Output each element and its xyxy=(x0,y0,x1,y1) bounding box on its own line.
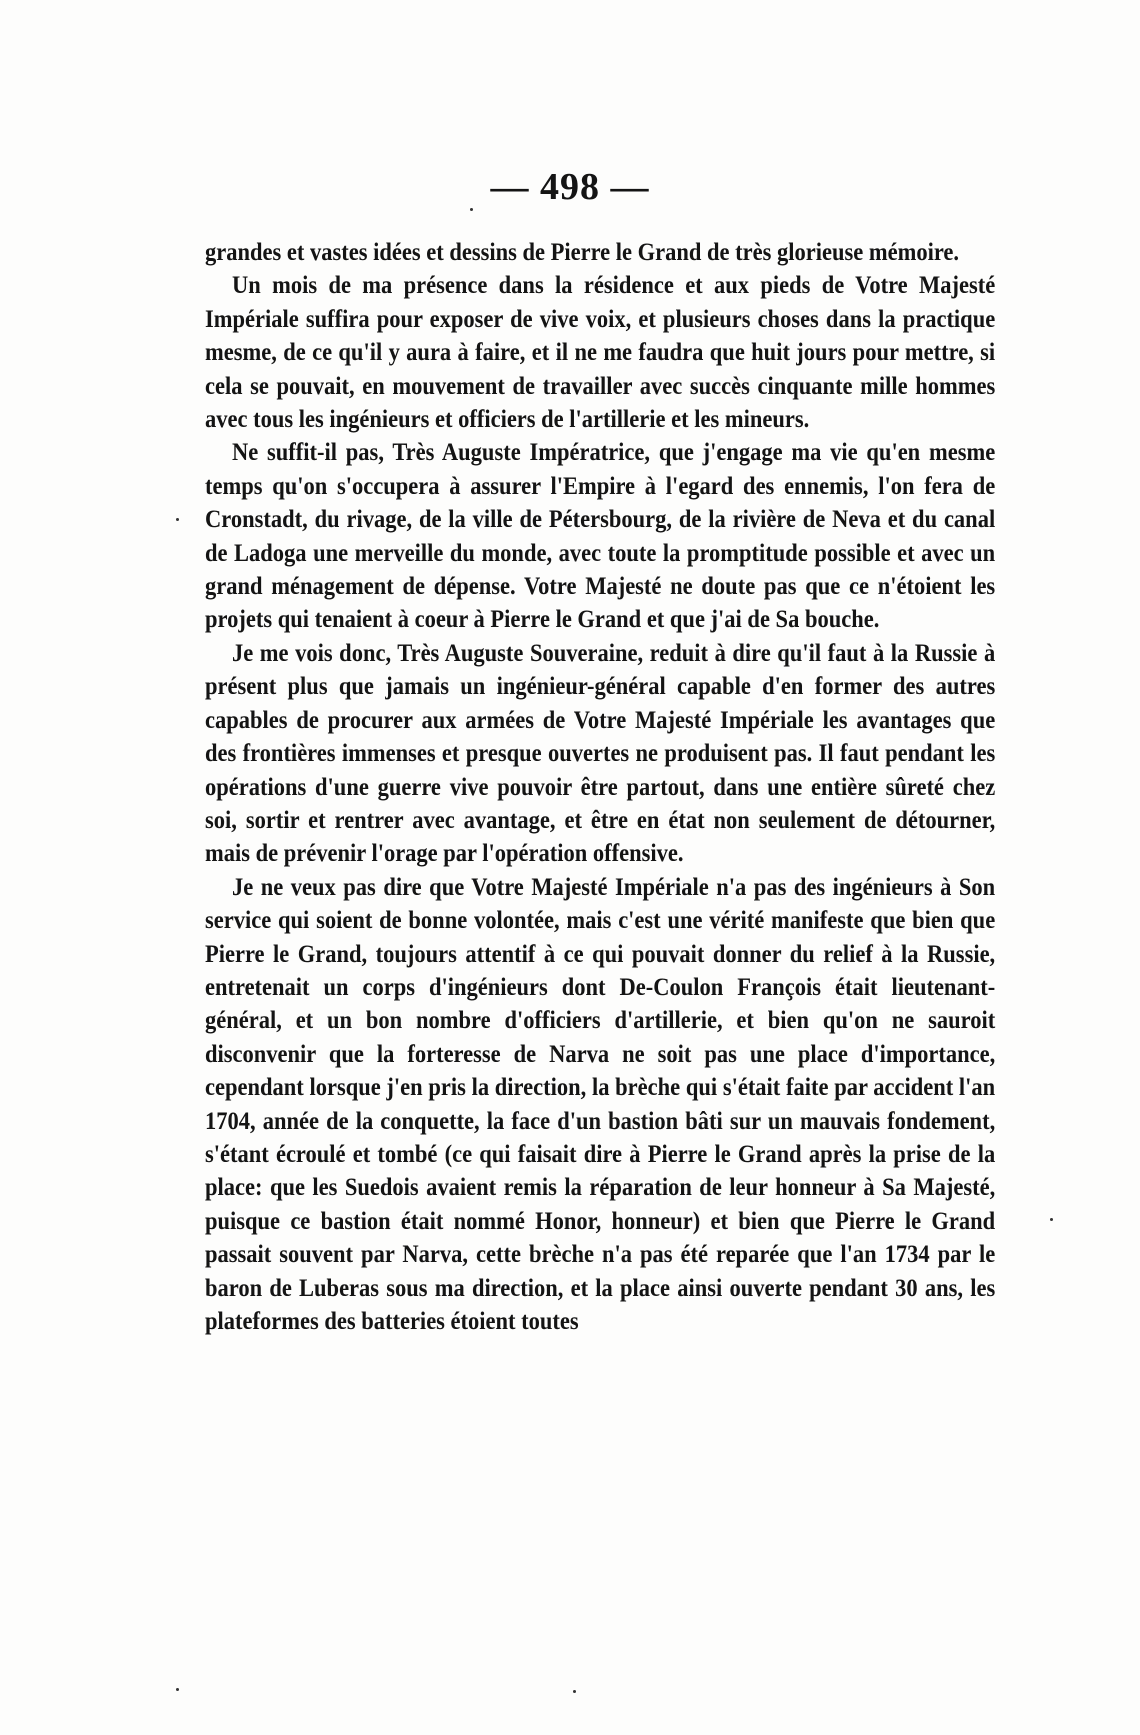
print-speck xyxy=(176,518,179,521)
body-text xyxy=(205,236,995,1338)
print-speck xyxy=(1050,1218,1053,1221)
paragraph-5: Je ne veux pas dire que Votre Majesté Impériale n'a pas des ingénieurs à Son service qui soient de bonne volontée, mais c'est une vérité manifeste que bien que Pierre le Grand, toujours attentif à ce qui pouvait donner du relief à la Russie, entretenait un corps d'ingénieurs dont De-Coulon François était lieutenant-général, et un bon nombre d'officiers d'artillerie, et bien qu'on ne sauroit disconvenir que la forteresse de Narva ne soit pas une place d'importance, cependant lorsque j'en pris la direction, la brèche qui s'était faite par accident l'an 1704, année de la conquette, la face d'un bastion bâti sur un mauvais fondement, s'étant écroulé et tombé (ce qui faisait dire à Pierre le Grand après la prise de la place: que les Suedois avaient remis la réparation de leur honneur à Sa Majesté, puisque ce bastion était nommé Honor, honneur) et bien que Pierre le Grand passait souvent par Narva, cette brèche n'a pas été reparée que l'an 1734 par le baron de Luberas sous ma direction, et la place ainsi ouverte pendant 30 ans, les plateformes des batteries étoient toutes xyxy=(205,873,996,1335)
print-speck xyxy=(573,1690,576,1693)
page-number: — 498 — xyxy=(490,166,650,208)
paragraph-1: grandes et vastes idées et dessins de Pierre le Grand de très glorieuse mémoire. xyxy=(205,239,960,266)
print-speck xyxy=(176,1688,179,1691)
print-speck xyxy=(470,208,473,211)
paragraph-3: Ne suffit-il pas, Très Auguste Impératrice, que j'engage ma vie qu'en mesme temps qu'on s'occupera à assurer l'Empire à l'egard des ennemis, l'on fera de Cronstadt, du rivage, de la ville de Pétersbourg, de la rivière de Neva et du canal de Ladoga une merveille du monde, avec toute la promptitude possible et avec un grand ménagement de dépense. Votre Majesté ne doute pas que ce n'étoient les projets qui tenaient à coeur à Pierre le Grand et que j'ai de Sa bouche. xyxy=(205,439,996,634)
paragraph-2: Un mois de ma présence dans la résidence et aux pieds de Votre Majesté Impériale suffira pour exposer de vive voix, et plusieurs choses dans la practique mesme, de ce qu'il y aura à faire, et il ne me faudra que huit jours pour mettre, si cela se pouvait, en mouvement de travailler avec succès cinquante mille hommes avec tous les ingénieurs et officiers de l'artillerie et les mineurs. xyxy=(205,272,996,434)
paragraph-4: Je me vois donc, Très Auguste Souveraine, reduit à dire qu'il faut à la Russie à présent plus que jamais un ingénieur-général capable d'en former des autres capables de procurer aux armées de Votre Majesté Impériale les avantages que des frontières immenses et presque ouvertes ne produisent pas. Il faut pendant les opérations d'une guerre vive pouvoir être partout, dans une entière sûreté chez soi, sortir et rentrer avec avantage, et être en état non seulement de détourner, mais de prévenir l'orage par l'opération offensive. xyxy=(205,639,996,868)
